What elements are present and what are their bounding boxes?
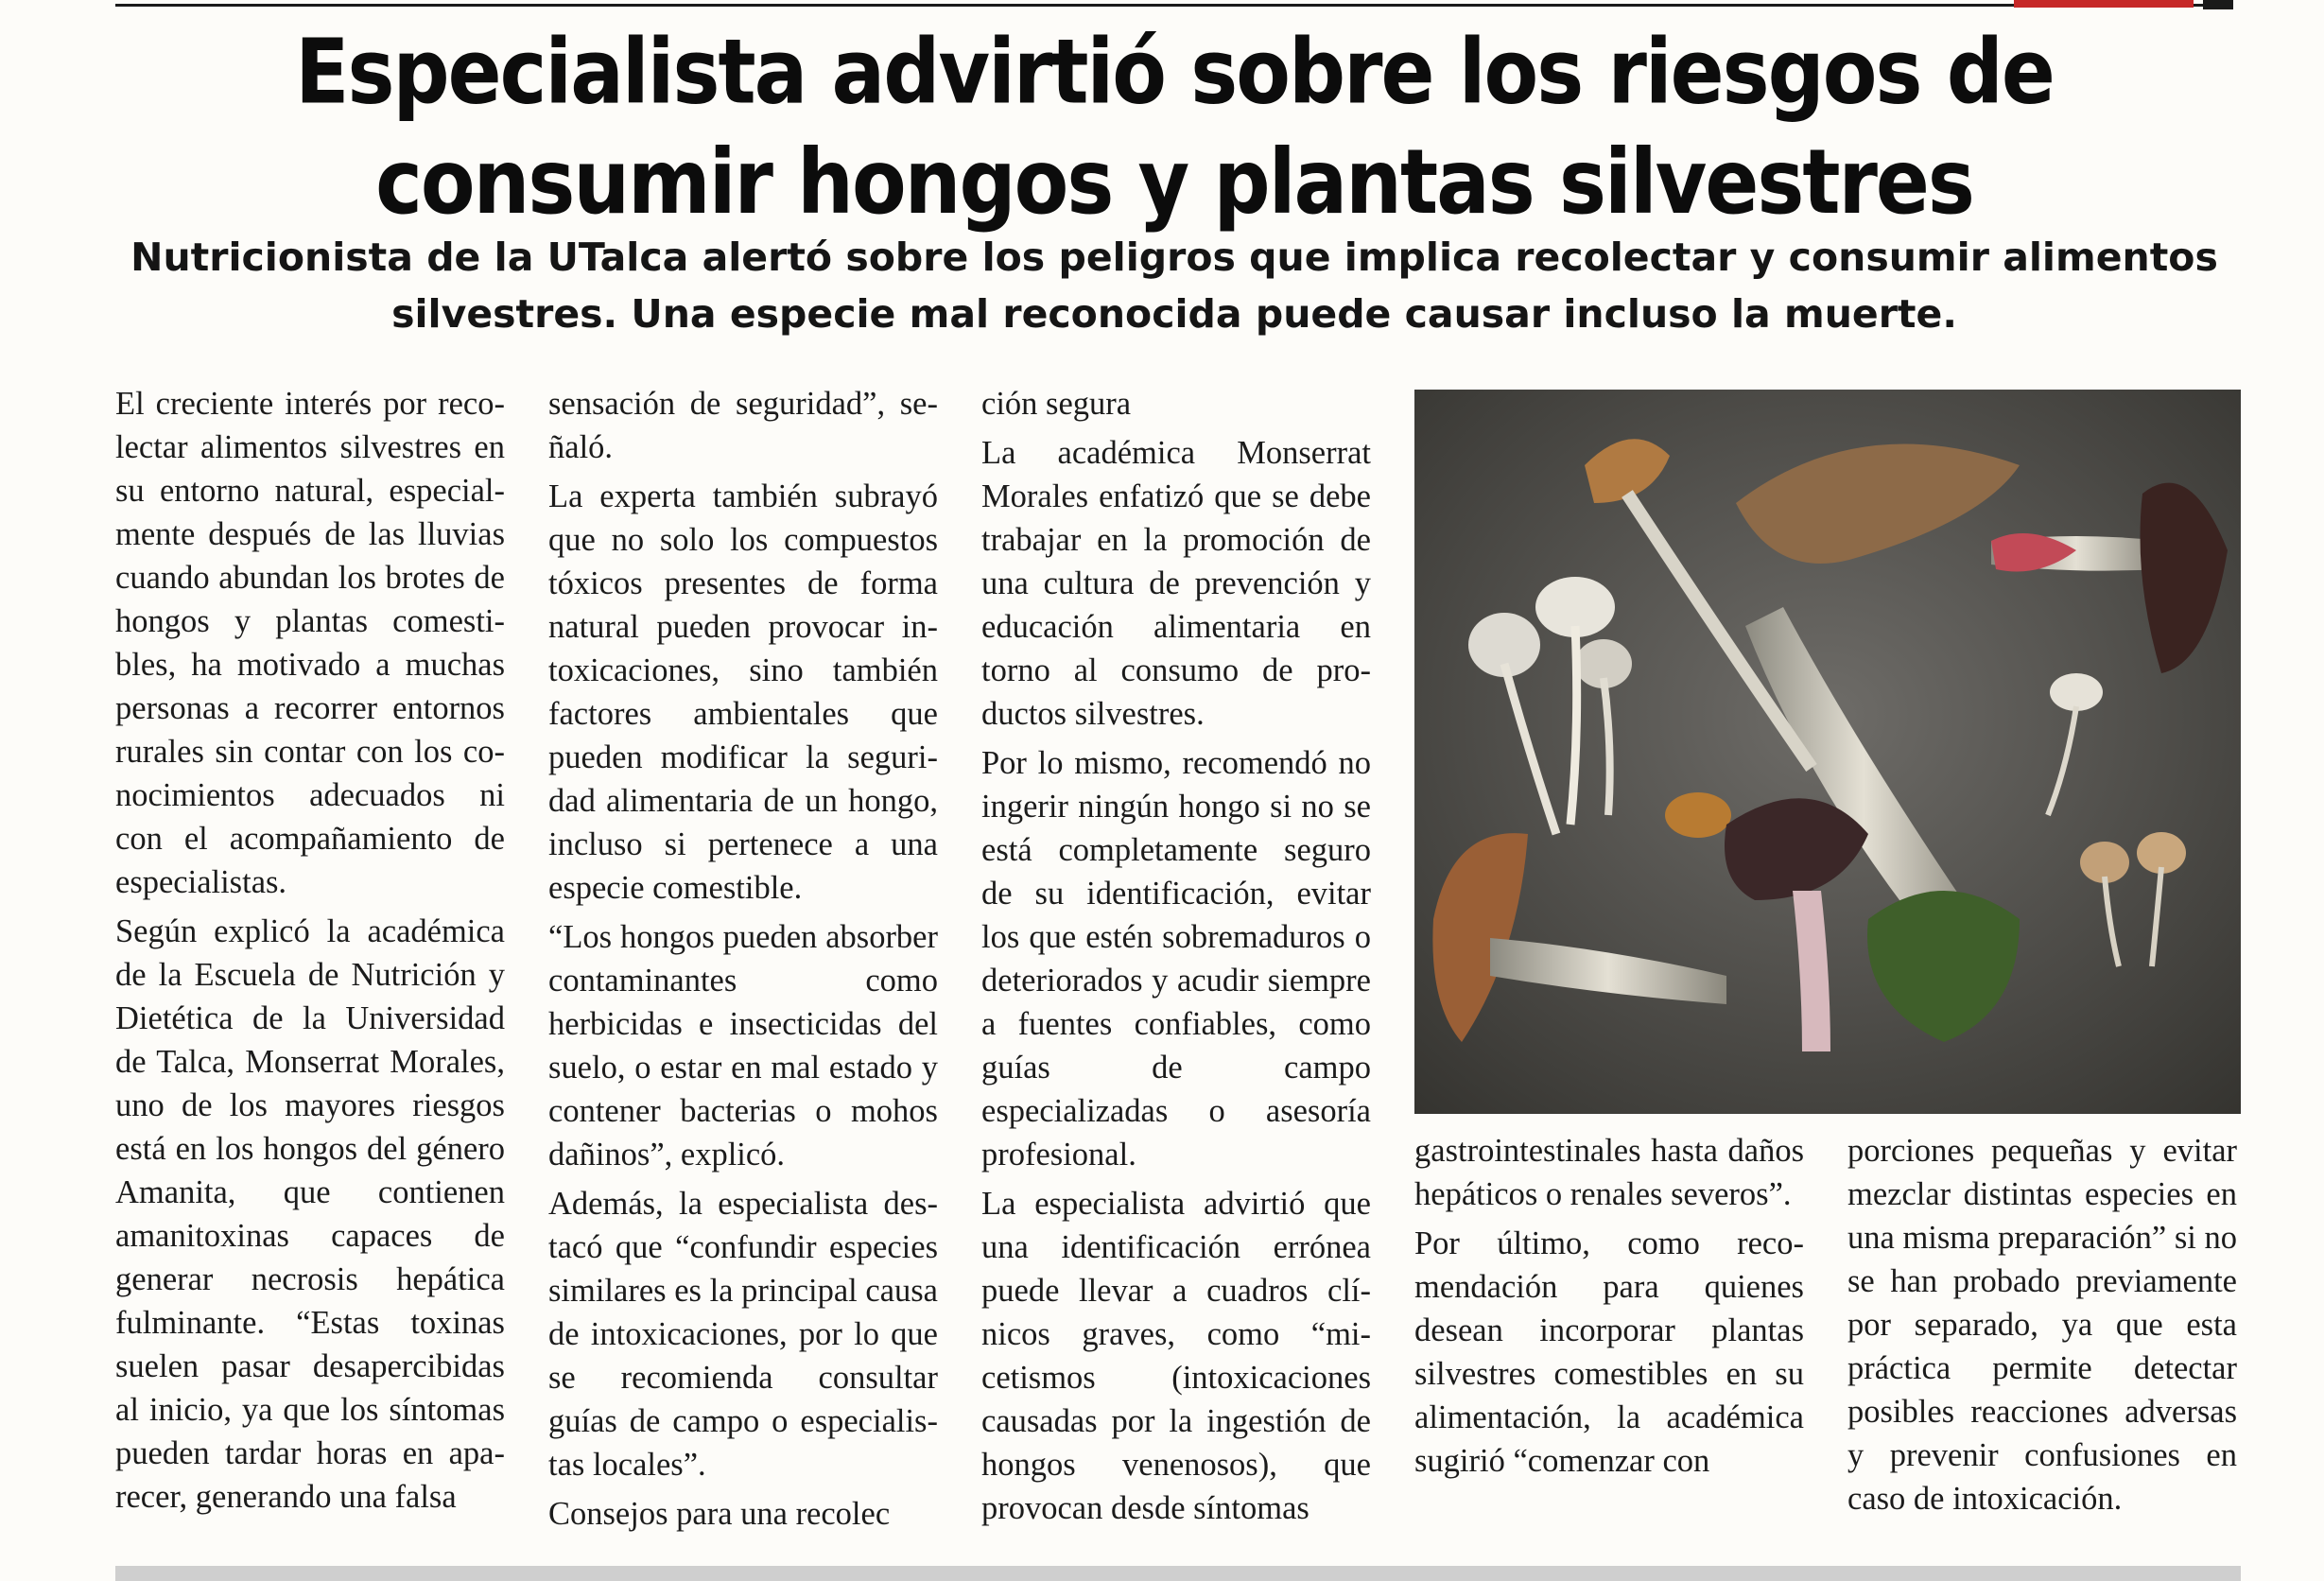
top-rule [115,4,2233,7]
mushrooms-photo [1414,390,2241,1114]
article-column-1 [115,382,505,1524]
paragraph: Por último, como recomendación para quienes desean incorporar plantas silvestres comestibles en su alimentación, la académica sugirió “comenzar con [1414,1225,1804,1479]
bottom-bar [115,1566,2241,1581]
paragraph: El creciente interés por recolectar alimentos silvestres en su entorno natural, especialmente después de las lluvias cuando abundan los brotes de hongos y plantas comestibles, ha motivado a muchas personas a recorrer entornos rurales sin contar con los conocimientos adecuados ni con el acompañamiento de especialistas. [115,386,505,900]
article-column-3 [981,382,1371,1536]
paragraph: La especialista advirtió que una identificación errónea puede llevar a cuadros clínicos graves, como “micetismos (intoxicaciones causadas por la ingestión de hongos venenosos), que provocan desde síntomas [981,1186,1371,1526]
paragraph: porciones pequeñas y evitar mezclar distintas especies en una misma preparación” si no se han probado previamente por separado, ya que esta práctica permite detectar posibles reacciones adversas y prevenir confusiones en caso de intoxicación. [1847,1133,2237,1517]
section-marker [2014,0,2194,8]
paragraph: La experta también subrayó que no solo los compuestos tóxicos presentes de forma natural pueden provocar intoxicaciones, sino también factores ambientales que pueden modificar la seguridad alimentaria de un hongo, incluso si pertenece a una especie comestible. [548,478,938,906]
article-column-2 [548,382,938,1541]
paragraph: sensación de seguridad”, señaló. [548,386,938,465]
paragraph: gastrointestinales hasta daños hepáticos o renales severos”. [1414,1133,1804,1212]
article-column-4 [1414,1129,1804,1488]
paragraph: La académica Monserrat Morales enfatizó que se debe trabajar en la promoción de una cultura de prevención y educación alimentaria en torno al consumo de productos silvestres. [981,435,1371,732]
paragraph: Según explicó la académica de la Escuela de Nutrición y Dietética de la Universidad de Talca, Monserrat Morales, uno de los mayores riesgos está en los hongos del género Amanita, que contienen amanitoxinas capaces de generar necrosis hepática fulminante. “Estas toxinas suelen pasar desapercibidas al inicio, ya que los síntomas pueden tardar horas en aparecer, generando una falsa [115,913,505,1515]
paragraph: Consejos para una recolec [548,1496,891,1532]
paragraph: Por lo mismo, recomendó no ingerir ningún hongo si no se está completamente seguro de su identificación, evitar los que estén sobremaduros o deteriorados y acudir siempre a fuentes confiables, como guías de campo especializadas o asesoría profesional. [981,745,1371,1173]
subheading: ción segura [981,386,1132,422]
paragraph: “Los hongos pueden absorber contaminantes como herbicidas e insecticidas del suelo, o estar en mal estado y contener bacterias o mohos dañinos”, explicó. [548,919,938,1173]
headline: Especialista advirtió sobre los riesgos de consumir hongos y plantas silvestres [295,20,2054,235]
page-marker [2203,0,2233,9]
subtitle: Nutricionista de la UTalca alertó sobre los peligros que implica recolectar y consumir alimentos silvestres. Una especie mal reconocida puede causar incluso la muerte. [130,235,2218,337]
paragraph: Además, la especialista destacó que “confundir especies similares es la principal causa de intoxicaciones, por lo que se recomienda consultar guías de campo o especialistas locales”. [548,1186,938,1483]
article-column-5 [1847,1129,2237,1526]
